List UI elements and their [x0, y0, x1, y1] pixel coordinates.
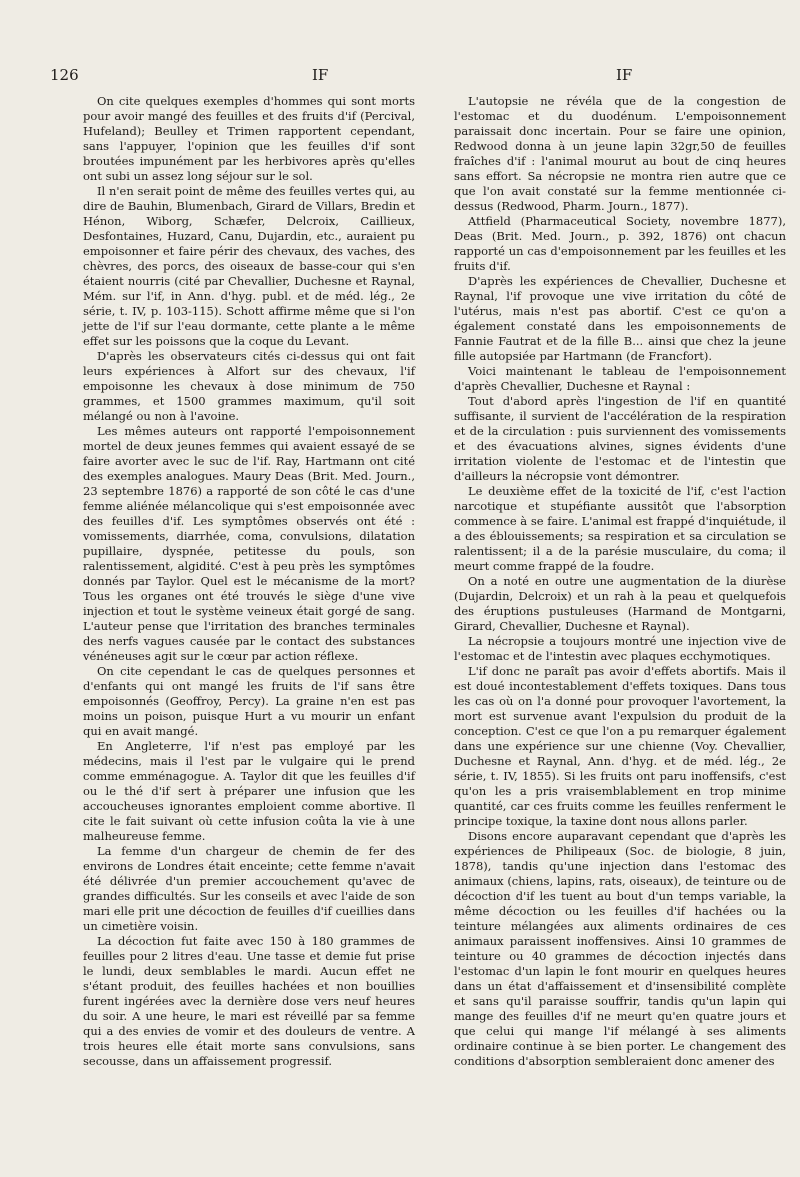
paragraph: La nécropsie a toujours montré une injection vive de l'estomac et de l'intestin avec plaques ecchymotiques.: [454, 634, 786, 663]
paragraph: En Angleterre, l'if n'est pas employé par les médecins, mais il l'est par le vulgaire qui le prend comme emménagogue. A. Taylor dit que les feuilles d'if ou le thé d'if sert à préparer une infusion que les accoucheuses ignorantes emploient comme abortive. Il cite le fait suivant où cette infusion coûta la vie à une malheureuse femme.: [83, 739, 415, 843]
right-column: [454, 94, 786, 1069]
paragraph: On a noté en outre une augmentation de la diurèse (Dujardin, Delcroix) et un rah à la peau et quelquefois des éruptions pustuleuses (Harmand de Montgarni, Girard, Chevallier, Duchesne et Raynal).: [454, 574, 786, 633]
paragraph: D'après les expériences de Chevallier, Duchesne et Raynal, l'if provoque une vive irritation du côté de l'utérus, mais n'est pas abortif. C'est ce qu'on a également constaté dans les empoisonnements de Fannie Fautrat et de la fille B... ainsi que chez la jeune fille autopsiée par Hartmann (de Francfort).: [454, 274, 786, 363]
paragraph: Disons encore auparavant cependant que d'après les expériences de Philipeaux (Soc. de biologie, 8 juin, 1878), tandis qu'une injection dans l'estomac des animaux (chiens, lapins, rats, oiseaux), de teinture ou de décoction d'if les tuent au bout d'un temps variable, la même décoction ou les feuilles d'if hachées ou la teinture mélangées aux aliments ordinaires de ces animaux paraissent inoffensives. Ainsi 10 grammes de teinture ou 40 grammes de décoction injectés dans l'estomac d'un lapin le font mourir en quelques heures dans un état d'affaissement et d'insensibilité complète et sans qu'il paraisse souffrir, tandis qu'un lapin qui mange des feuilles d'if ne meurt qu'en quatre jours et que celui qui mange l'if mélangé à ses aliments ordinaire continue à se bien porter. Le changement des conditions d'absorption sembleraient donc amener des: [454, 829, 786, 1068]
paragraph: Les mêmes auteurs ont rapporté l'empoisonnement mortel de deux jeunes femmes qui avaient essayé de se faire avorter avec le suc de l'if. Ray, Hartmann ont cité des exemples analogues. Maury Deas (Brit. Med. Journ., 23 septembre 1876) a rapporté de son côté le cas d'une femme aliénée mélancolique qui s'est empoisonnée avec des feuilles d'if. Les symptômes observés ont été : vomissements, diarrhée, coma, convulsions, dilatation pupillaire, dyspnée, petitesse du pouls, son ralentissement, algidité. C'est à peu près les symptômes donnés par Taylor. Quel est le mécanisme de la mort? Tous les organes ont été trouvés le siège d'une vive injection et tout le système veineux était gorgé de sang. L'auteur pense que l'irritation des branches terminales des nerfs vagues causée par le contact des substances vénéneuses agit sur le cœur par action réflexe.: [83, 424, 415, 663]
paragraph: On cite cependant le cas de quelques personnes et d'enfants qui ont mangé les fruits de l'if sans être empoisonnés (Geoffroy, Percy). La graine n'en est pas moins un poison, puisque Hurt a vu mourir un enfant qui en avait mangé.: [83, 664, 415, 738]
paragraph: D'après les observateurs cités ci-dessus qui ont fait leurs expériences à Alfort sur des chevaux, l'if empoisonne les chevaux à dose minimum de 750 grammes, et 1500 grammes maximum, qu'il soit mélangé ou non à l'avoine.: [83, 349, 415, 423]
left-column: [83, 94, 415, 1069]
paragraph: La décoction fut faite avec 150 à 180 grammes de feuilles pour 2 litres d'eau. Une tasse et demie fut prise le lundi, deux semblables le mardi. Aucun effet ne s'étant produit, des feuilles hachées et non bouillies furent ingérées avec la dernière dose vers neuf heures du soir. A une heure, le mari est réveillé par sa femme qui a des envies de vomir et des douleurs de ventre. A trois heures elle était morte sans convulsions, sans secousse, dans un affaissement progressif.: [83, 934, 415, 1068]
paragraph: Voici maintenant le tableau de l'empoisonnement d'après Chevallier, Duchesne et Raynal :: [454, 364, 786, 393]
page-header: [50, 66, 786, 88]
page-number: 126: [50, 66, 79, 84]
paragraph: La femme d'un chargeur de chemin de fer des environs de Londres était enceinte; cette femme n'avait été délivrée d'un premier accouchement qu'avec de grandes difficultés. Sur les conseils et avec l'aide de son mari elle prit une décoction de feuilles d'if cueillies dans un cimetière voisin.: [83, 844, 415, 933]
running-head-left: IF: [312, 66, 329, 84]
paragraph: Le deuxième effet de la toxicité de l'if, c'est l'action narcotique et stupéfiante aussitôt que l'absorption commence à se faire. L'animal est frappé d'inquiétude, il a des éblouissements; sa respiration et sa circulation se ralentissent; il a de la parésie musculaire, du coma; il meurt comme frappé de la foudre.: [454, 484, 786, 573]
paragraph: Attfield (Pharmaceutical Society, novembre 1877), Deas (Brit. Med. Journ., p. 392, 1876) ont chacun rapporté un cas d'empoisonnement par les feuilles et les fruits d'if.: [454, 214, 786, 273]
running-head-right: IF: [616, 66, 633, 84]
paragraph: On cite quelques exemples d'hommes qui sont morts pour avoir mangé des feuilles et des fruits d'if (Percival, Hufeland); Beulley et Trimen rapportent cependant, sans l'appuyer, l'opinion que les feuilles d'if sont broutées impunément par les herbivores après qu'elles ont subi un assez long séjour sur le sol.: [83, 94, 415, 183]
paragraph: Il n'en serait point de même des feuilles vertes qui, au dire de Bauhin, Blumenbach, Girard de Villars, Bredin et Hénon, Wiborg, Schæfer, Delcroix, Caillieux, Desfontaines, Huzard, Canu, Dujardin, etc., auraient pu empoisonner et faire périr des chevaux, des vaches, des chèvres, des porcs, des oiseaux de basse-cour qui s'en étaient nourris (cité par Chevallier, Duchesne et Raynal, Mém. sur l'if, in Ann. d'hyg. publ. et de méd. lég., 2e série, t. IV, p. 103-115). Schott affirme même que si l'on jette de l'if sur l'eau dormante, cette plante a le même effet sur les poissons que la coque du Levant.: [83, 184, 415, 348]
paragraph: Tout d'abord après l'ingestion de l'if en quantité suffisante, il survient de l'accélération de la respiration et de la circulation : puis surviennent des vomissements et des évacuations alvines, signes évidents d'une irritation violente de l'estomac et de l'intestin que d'ailleurs la nécropsie vont démontrer.: [454, 394, 786, 483]
paragraph: L'if donc ne paraît pas avoir d'effets abortifs. Mais il est doué incontestablement d'effets toxiques. Dans tous les cas où on l'a donné pour provoquer l'avortement, la mort est survenue avant l'expulsion du produit de la conception. C'est ce que l'on a pu remarquer également dans une expérience sur une chienne (Voy. Chevallier, Duchesne et Raynal, Ann. d'hyg. et de méd. lég., 2e série, t. IV, 1855). Si les fruits ont paru inoffensifs, c'est qu'on les a pris vraisemblablement en trop minime quantité, car ces fruits comme les feuilles renferment le principe toxique, la taxine dont nous allons parler.: [454, 664, 786, 828]
paragraph: L'autopsie ne révéla que de la congestion de l'estomac et du duodénum. L'empoisonnement paraissait donc incertain. Pour se faire une opinion, Redwood donna à un jeune lapin 32gr,50 de feuilles fraîches d'if : l'animal mourut au bout de cinq heures sans effort. Sa nécropsie ne montra rien autre que ce que l'on avait constaté sur la femme mentionnée ci-dessus (Redwood, Pharm. Journ., 1877).: [454, 94, 786, 213]
